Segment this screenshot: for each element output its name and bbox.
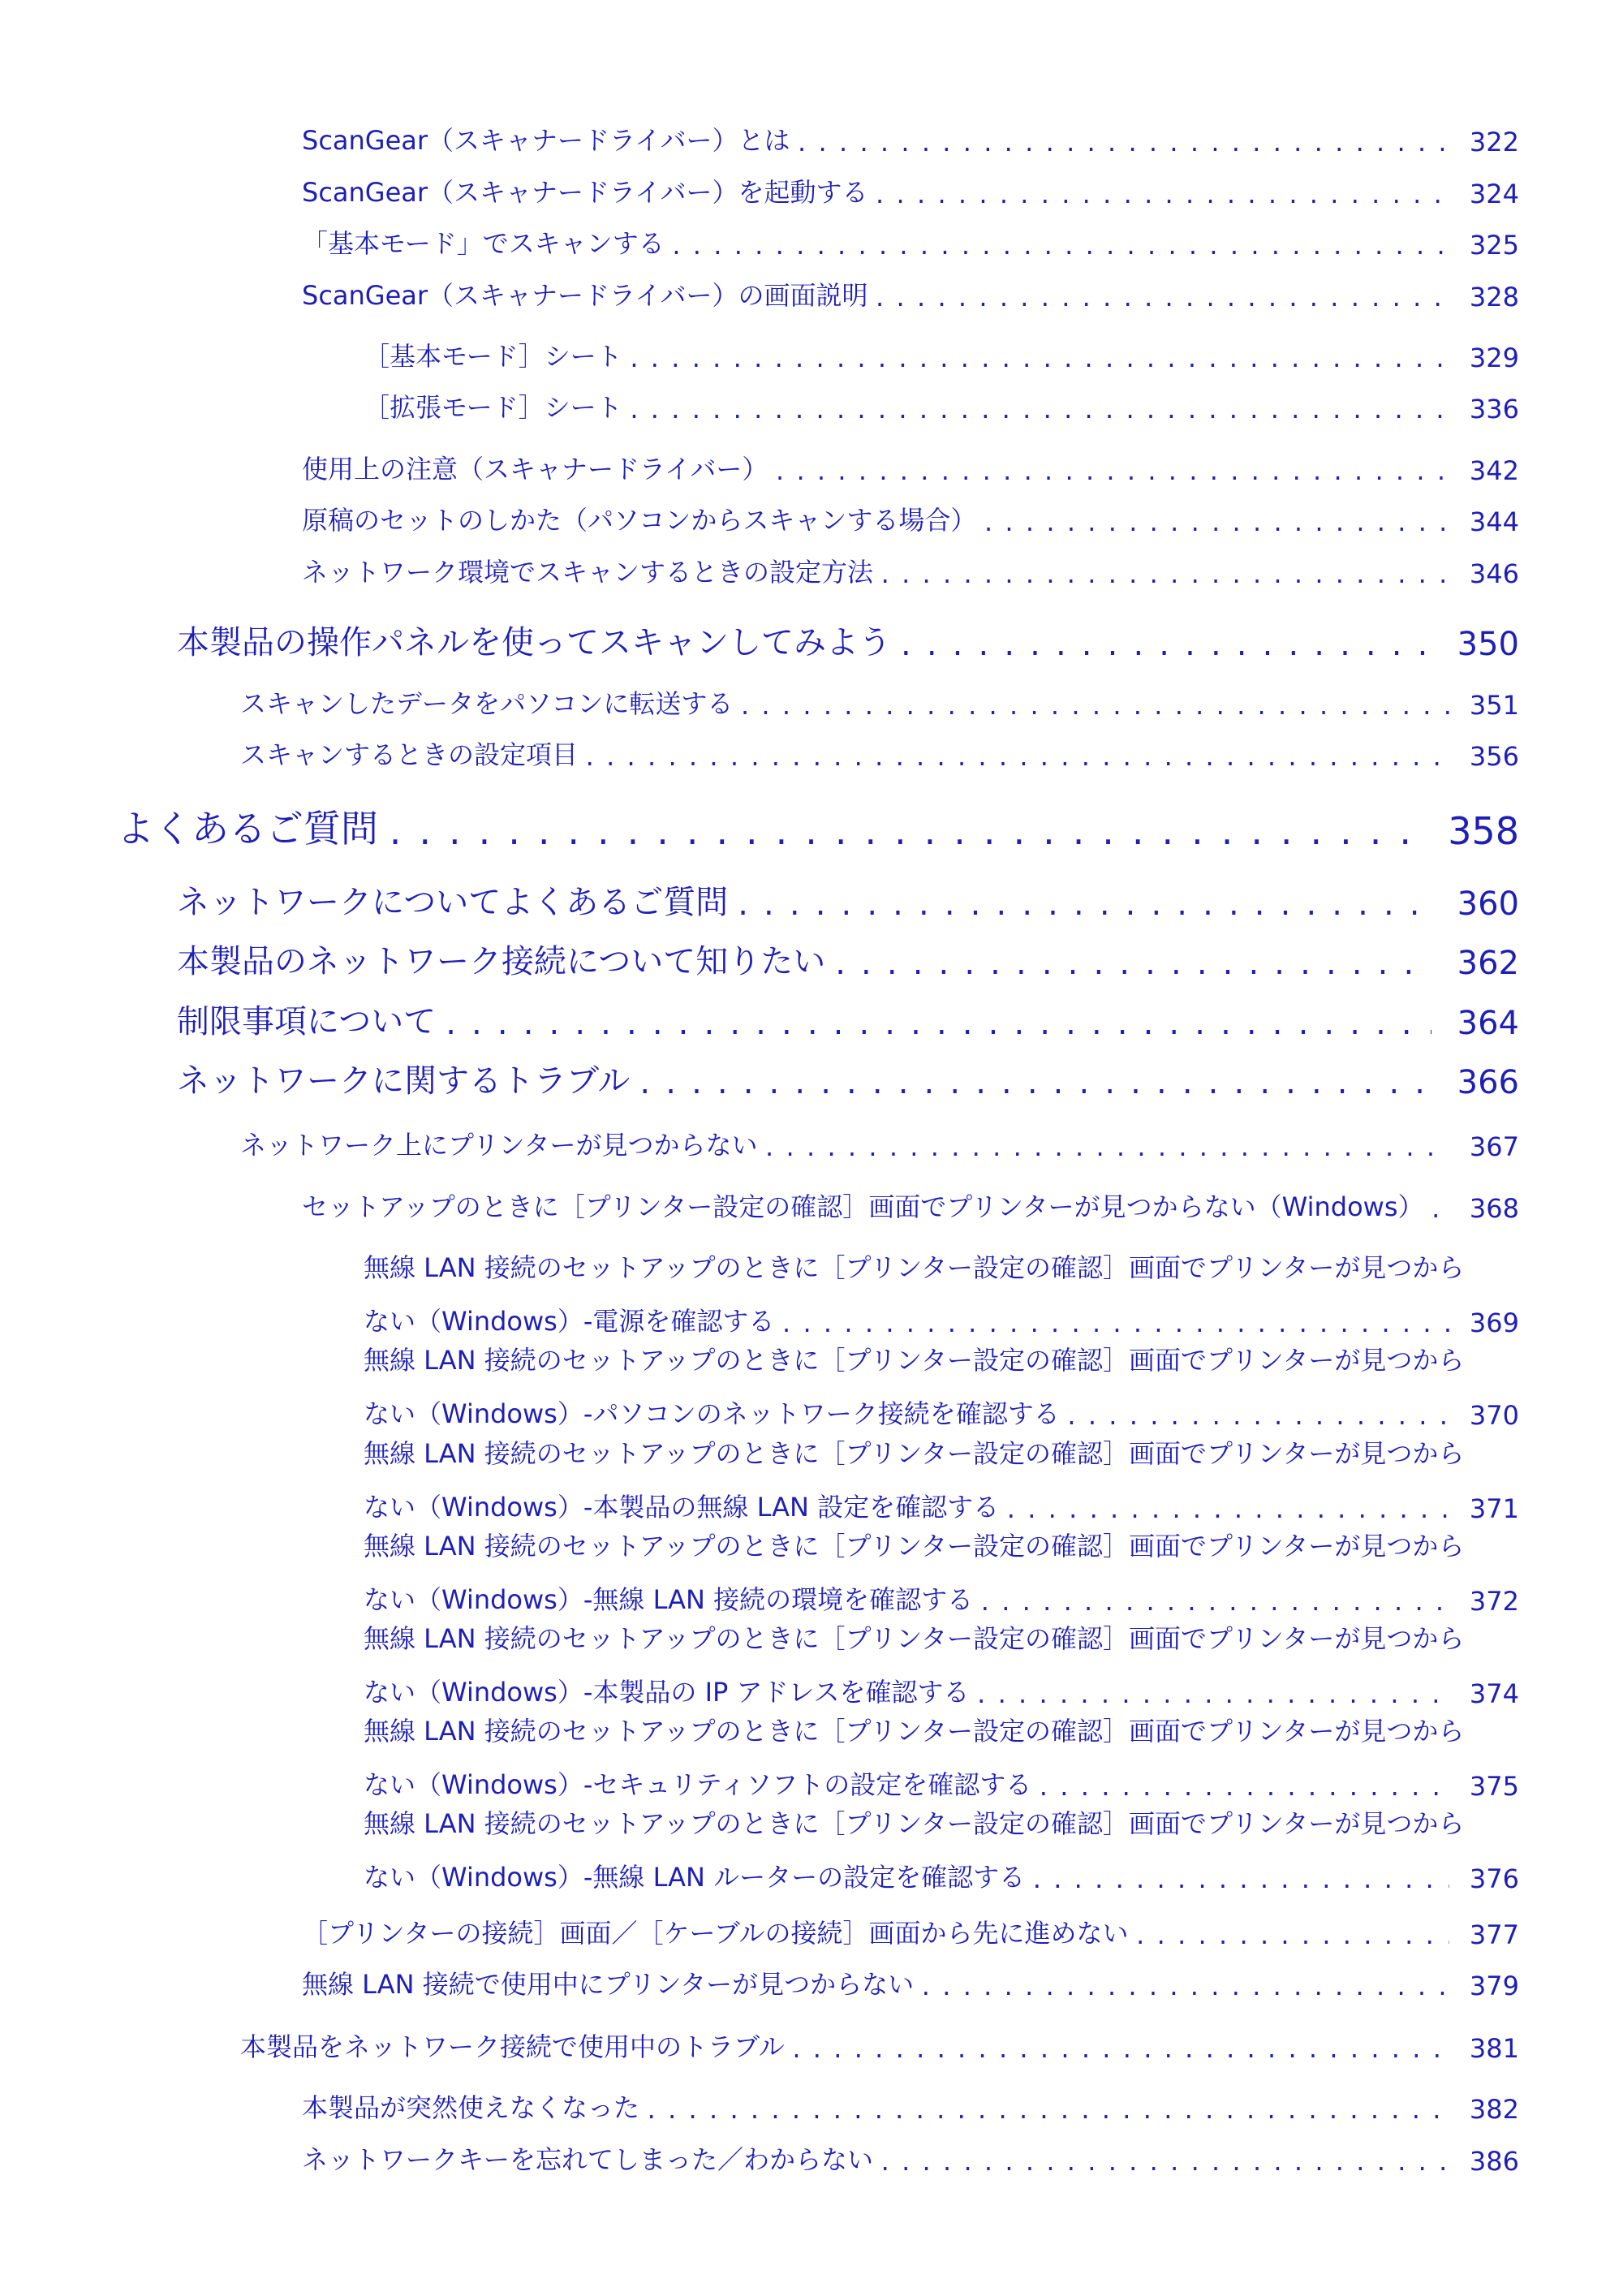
dot-leader <box>922 1971 1449 2001</box>
toc-entry[interactable] <box>177 996 1519 1042</box>
dot-leader <box>881 2146 1449 2177</box>
toc-entry[interactable] <box>177 877 1519 923</box>
dot-leader <box>765 1131 1449 1162</box>
dot-leader <box>586 741 1449 772</box>
toc-page-number: 372 <box>1469 1586 1519 1617</box>
toc-page-number: 382 <box>1469 2094 1519 2125</box>
toc-page-number: 362 <box>1457 945 1519 982</box>
toc-entry-title-line1: 無線 LAN 接続のセットアップのときに［プリンター設定の確認］画面でプリンターが見つから <box>364 1808 1465 1839</box>
toc-entry[interactable] <box>240 1125 1519 1162</box>
toc-entry-title: セットアップのときに［プリンター設定の確認］画面でプリンターが見つからない（Windows） <box>302 1191 1424 1222</box>
toc-page-number: 344 <box>1469 506 1519 537</box>
toc-page-number: 374 <box>1469 1678 1519 1709</box>
toc-page-number: 381 <box>1469 2033 1519 2064</box>
dot-leader <box>446 1005 1431 1042</box>
dot-leader <box>782 1307 1449 1338</box>
toc-entry-title: 原稿のセットのしかた（パソコンからスキャンする場合） <box>302 505 977 536</box>
toc-page-number: 386 <box>1469 2146 1519 2177</box>
toc-entry[interactable] <box>302 449 1519 486</box>
dot-leader <box>901 626 1431 663</box>
toc-entry[interactable] <box>364 387 1519 424</box>
toc-page-number: 375 <box>1469 1771 1519 1802</box>
toc-entry[interactable] <box>240 683 1519 721</box>
dot-leader <box>639 1064 1431 1101</box>
toc-page-number: 324 <box>1469 179 1519 209</box>
toc-entry[interactable] <box>364 1247 1519 1338</box>
toc-entry-title: 制限事項について <box>177 1003 437 1040</box>
toc-page-number: 358 <box>1448 809 1519 853</box>
toc-entry-title: ない（Windows）-電源を確認する <box>364 1306 775 1337</box>
toc-entry-title: ネットワーク環境でスキャンするときの設定方法 <box>302 557 874 588</box>
toc-entry[interactable] <box>240 734 1519 772</box>
toc-entry[interactable] <box>302 275 1519 312</box>
toc-entry-title: ネットワーク上にプリンターが見つからない <box>240 1130 758 1161</box>
toc-entry-title-line1: 無線 LAN 接続のセットアップのときに［プリンター設定の確認］画面でプリンターが見つから <box>364 1345 1465 1376</box>
toc-page-number: 336 <box>1469 394 1519 424</box>
dot-leader <box>1431 1193 1449 1224</box>
toc-page-number: 356 <box>1469 741 1519 772</box>
toc-entry[interactable] <box>364 336 1519 373</box>
toc-entry[interactable] <box>302 1187 1519 1224</box>
toc-entry[interactable] <box>364 1711 1519 1802</box>
toc-entry[interactable] <box>302 172 1519 209</box>
toc-page-number: 350 <box>1457 626 1519 663</box>
toc-page-number: 379 <box>1469 1971 1519 2001</box>
toc-entry-title: 本製品が突然使えなくなった <box>302 2092 640 2123</box>
dot-leader <box>876 282 1449 312</box>
toc-entry-title: ネットワークキーを忘れてしまった／わからない <box>302 2144 874 2175</box>
toc-page-number: 325 <box>1469 230 1519 261</box>
toc-page-number: 329 <box>1469 342 1519 373</box>
toc-entry[interactable] <box>364 1433 1519 1524</box>
toc-entry[interactable] <box>302 1964 1519 2001</box>
dot-leader <box>390 809 1419 853</box>
toc-page-number: 328 <box>1469 282 1519 312</box>
toc-entry-title: 「基本モード」でスキャンする <box>302 228 665 259</box>
toc-entry-title: ネットワークについてよくあるご質問 <box>177 884 729 921</box>
dot-leader <box>648 2094 1449 2125</box>
dot-leader <box>741 690 1449 721</box>
toc-entry-title-line1: 無線 LAN 接続のセットアップのときに［プリンター設定の確認］画面でプリンターが見つから <box>364 1252 1465 1283</box>
toc-entry-title-line1: 無線 LAN 接続のセットアップのときに［プリンター設定の確認］画面でプリンターが見つから <box>364 1531 1465 1562</box>
dot-leader <box>630 342 1449 373</box>
toc-entry[interactable] <box>302 500 1519 537</box>
toc-entry[interactable] <box>177 617 1519 663</box>
dot-leader <box>630 394 1449 424</box>
dot-leader <box>984 506 1449 537</box>
dot-leader <box>798 127 1449 157</box>
toc-page-number: 367 <box>1469 1131 1519 1162</box>
toc-page-number: 369 <box>1469 1307 1519 1338</box>
toc-entry[interactable] <box>177 1055 1519 1101</box>
toc-page-number: 351 <box>1469 690 1519 721</box>
toc-entry[interactable] <box>364 1340 1519 1431</box>
toc-page-number: 368 <box>1469 1193 1519 1224</box>
toc-entry[interactable] <box>302 2139 1519 2177</box>
toc-entry-title: スキャンしたデータをパソコンに転送する <box>240 688 734 719</box>
toc-entry-title-line1: 無線 LAN 接続のセットアップのときに［プリンター設定の確認］画面でプリンターが見つから <box>364 1716 1465 1747</box>
toc-entry[interactable] <box>302 2087 1519 2125</box>
toc-page-number: 371 <box>1469 1493 1519 1524</box>
dot-leader <box>977 1678 1449 1709</box>
toc-entry[interactable] <box>240 2027 1519 2064</box>
dot-leader <box>792 2033 1449 2064</box>
dot-leader <box>881 558 1449 589</box>
toc-page-number: 377 <box>1469 1919 1519 1950</box>
toc-entry-title: 無線 LAN 接続で使用中にプリンターが見つからない <box>302 1969 915 2000</box>
toc-entry[interactable] <box>302 120 1519 157</box>
toc-entry-title: ない（Windows）-セキュリティソフトの設定を確認する <box>364 1769 1032 1800</box>
toc-entry-title: 本製品をネットワーク接続で使用中のトラブル <box>240 2031 785 2062</box>
toc-entry[interactable] <box>302 1913 1519 1950</box>
dot-leader <box>672 230 1449 261</box>
dot-leader <box>1007 1493 1449 1524</box>
dot-leader <box>1067 1400 1449 1431</box>
toc-entry-title: 本製品の操作パネルを使ってスキャンしてみよう <box>177 624 891 661</box>
toc-page-number: 366 <box>1457 1064 1519 1101</box>
dot-leader <box>876 179 1449 209</box>
toc-entry[interactable] <box>177 936 1519 982</box>
toc-entry-title: ScanGear（スキャナードライバー）とは <box>302 125 790 156</box>
toc-entry-title: ScanGear（スキャナードライバー）を起動する <box>302 177 868 208</box>
toc-entry-title: ない（Windows）-本製品の無線 LAN 設定を確認する <box>364 1492 1000 1523</box>
toc-entry-title: ない（Windows）-無線 LAN ルーターの設定を確認する <box>364 1862 1026 1893</box>
dot-leader <box>1033 1863 1449 1894</box>
toc-entry-title-line1: 無線 LAN 接続のセットアップのときに［プリンター設定の確認］画面でプリンターが見つから <box>364 1623 1465 1654</box>
dot-leader <box>981 1586 1449 1617</box>
toc-page-number: 346 <box>1469 558 1519 589</box>
dot-leader <box>776 455 1449 486</box>
toc-entry-title: 使用上の注意（スキャナードライバー） <box>302 454 768 485</box>
toc-entry[interactable] <box>117 799 1519 853</box>
toc-page-number: 376 <box>1469 1863 1519 1894</box>
toc-page-number: 322 <box>1469 127 1519 157</box>
toc-entry-title: ［拡張モード］シート <box>364 392 622 423</box>
toc-entry[interactable] <box>364 1803 1519 1894</box>
toc-entry-title: ない（Windows）-パソコンのネットワーク接続を確認する <box>364 1398 1060 1429</box>
toc-entry[interactable] <box>302 223 1519 261</box>
toc-page-number: 360 <box>1457 885 1519 923</box>
dot-leader <box>1040 1771 1449 1802</box>
toc-entry-title: よくあるご質問 <box>117 807 378 851</box>
toc-entry-title: 本製品のネットワーク接続について知りたい <box>177 943 826 980</box>
toc-entry-title: ない（Windows）-無線 LAN 接続の環境を確認する <box>364 1584 974 1615</box>
toc-entry[interactable] <box>364 1618 1519 1709</box>
toc-entry-title-line1: 無線 LAN 接続のセットアップのときに［プリンター設定の確認］画面でプリンターが見つから <box>364 1438 1465 1469</box>
toc-entry[interactable] <box>302 552 1519 589</box>
toc-entry[interactable] <box>364 1526 1519 1617</box>
toc-entry-title: ［プリンターの接続］画面／［ケーブルの接続］画面から先に進めない <box>302 1918 1129 1949</box>
toc-entry-title: スキャンするときの設定項目 <box>240 739 579 770</box>
toc-page-number: 370 <box>1469 1400 1519 1431</box>
toc-entry-title: ない（Windows）-本製品の IP アドレスを確認する <box>364 1677 970 1708</box>
dot-leader <box>738 885 1431 923</box>
toc-entry-title: ［基本モード］シート <box>364 341 622 372</box>
toc-entry-title: ネットワークに関するトラブル <box>177 1062 631 1100</box>
toc-entry-title: ScanGear（スキャナードライバー）の画面説明 <box>302 280 868 311</box>
toc-page-number: 342 <box>1469 455 1519 486</box>
dot-leader <box>1136 1919 1449 1950</box>
toc-page-number: 364 <box>1457 1005 1519 1042</box>
dot-leader <box>835 945 1431 982</box>
